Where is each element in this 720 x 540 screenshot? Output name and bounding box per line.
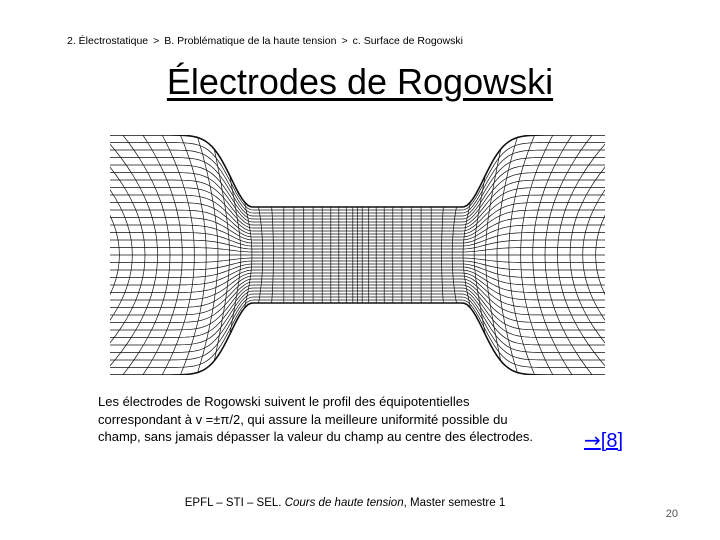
grid-line: [110, 135, 605, 207]
breadcrumb-item[interactable]: 2. Électrostatique: [67, 35, 149, 47]
rogowski-field-diagram: [110, 135, 605, 375]
reference-label: [8]: [600, 430, 624, 452]
grid-line: [110, 143, 605, 211]
grid-line: [110, 150, 605, 213]
breadcrumb-item[interactable]: B. Problématique de la haute tension: [164, 35, 337, 47]
slide-title: Électrodes de Rogowski: [166, 61, 554, 102]
breadcrumb-separator: >: [153, 35, 160, 47]
grid-line: [110, 300, 605, 368]
footer-course: Cours de haute tension: [284, 497, 404, 509]
breadcrumb: [67, 35, 463, 47]
footer-prefix: EPFL – STI – SEL.: [184, 497, 282, 509]
grid-line: [110, 303, 605, 375]
body-text: Les électrodes de Rogowski suivent le profil des équipotentielles correspondant à v =±π/2, qui assure la meilleure uniformité possible du champ, sans jamais dépasser la valeur du champ au centre des électrodes.: [98, 394, 534, 444]
grid-line: [110, 297, 605, 360]
arrow-right-icon: →: [584, 428, 601, 452]
reference-link[interactable]: [584, 428, 623, 453]
breadcrumb-item[interactable]: c. Surface de Rogowski: [352, 35, 463, 47]
page-number: 20: [665, 508, 678, 520]
field-grid-svg: [110, 135, 605, 375]
footer-suffix: , Master semestre 1: [403, 497, 506, 509]
breadcrumb-separator: >: [341, 35, 348, 47]
footer: [0, 497, 690, 509]
